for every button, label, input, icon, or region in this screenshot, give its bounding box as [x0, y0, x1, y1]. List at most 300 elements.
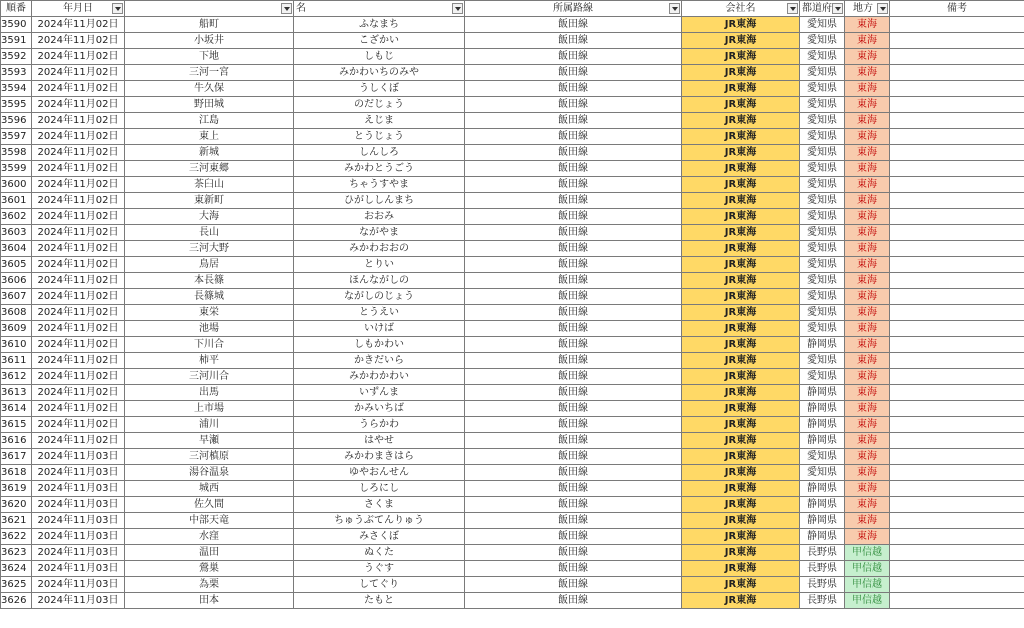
company-cell[interactable]: JR東海	[682, 97, 800, 113]
station-kana-cell[interactable]: えじま	[294, 113, 465, 129]
line-cell[interactable]: 飯田線	[465, 145, 682, 161]
row-number-cell[interactable]: 3596	[1, 113, 32, 129]
prefecture-cell[interactable]: 愛知県	[800, 161, 845, 177]
company-cell[interactable]: JR東海	[682, 145, 800, 161]
filter-dropdown-icon[interactable]	[877, 3, 888, 14]
station-name-cell[interactable]: 小坂井	[125, 33, 294, 49]
station-name-cell[interactable]: 佐久間	[125, 497, 294, 513]
date-cell[interactable]: 2024年11月03日	[32, 593, 125, 609]
company-cell[interactable]: JR東海	[682, 257, 800, 273]
station-name-cell[interactable]: 船町	[125, 17, 294, 33]
note-cell[interactable]	[890, 241, 1024, 257]
station-kana-cell[interactable]: かきだいら	[294, 353, 465, 369]
station-kana-cell[interactable]: みかわまきはら	[294, 449, 465, 465]
company-cell[interactable]: JR東海	[682, 305, 800, 321]
line-cell[interactable]: 飯田線	[465, 81, 682, 97]
station-kana-cell[interactable]: たもと	[294, 593, 465, 609]
station-kana-cell[interactable]: ながやま	[294, 225, 465, 241]
note-cell[interactable]	[890, 161, 1024, 177]
company-cell[interactable]: JR東海	[682, 513, 800, 529]
header-note[interactable]	[890, 1, 1024, 17]
region-cell[interactable]: 甲信越	[845, 593, 890, 609]
station-name-cell[interactable]: 水窪	[125, 529, 294, 545]
prefecture-cell[interactable]: 静岡県	[800, 481, 845, 497]
prefecture-cell[interactable]: 静岡県	[800, 529, 845, 545]
date-cell[interactable]: 2024年11月02日	[32, 225, 125, 241]
company-cell[interactable]: JR東海	[682, 369, 800, 385]
station-kana-cell[interactable]: みかわおおの	[294, 241, 465, 257]
row-number-cell[interactable]: 3600	[1, 177, 32, 193]
station-name-cell[interactable]: 田本	[125, 593, 294, 609]
prefecture-cell[interactable]: 愛知県	[800, 145, 845, 161]
station-kana-cell[interactable]: してぐり	[294, 577, 465, 593]
date-cell[interactable]: 2024年11月02日	[32, 241, 125, 257]
note-cell[interactable]	[890, 561, 1024, 577]
prefecture-cell[interactable]: 愛知県	[800, 353, 845, 369]
region-cell[interactable]: 甲信越	[845, 577, 890, 593]
region-cell[interactable]: 東海	[845, 33, 890, 49]
date-cell[interactable]: 2024年11月02日	[32, 193, 125, 209]
row-number-cell[interactable]: 3598	[1, 145, 32, 161]
line-cell[interactable]: 飯田線	[465, 561, 682, 577]
line-cell[interactable]: 飯田線	[465, 385, 682, 401]
region-cell[interactable]: 東海	[845, 225, 890, 241]
region-cell[interactable]: 甲信越	[845, 545, 890, 561]
company-cell[interactable]: JR東海	[682, 593, 800, 609]
date-cell[interactable]: 2024年11月03日	[32, 577, 125, 593]
station-name-cell[interactable]: 鳥居	[125, 257, 294, 273]
header-name-left[interactable]	[125, 1, 294, 17]
company-cell[interactable]: JR東海	[682, 353, 800, 369]
station-kana-cell[interactable]: ゆやおんせん	[294, 465, 465, 481]
line-cell[interactable]: 飯田線	[465, 273, 682, 289]
station-name-cell[interactable]: 出馬	[125, 385, 294, 401]
station-name-cell[interactable]: 江島	[125, 113, 294, 129]
line-cell[interactable]: 飯田線	[465, 321, 682, 337]
filter-dropdown-icon[interactable]	[669, 3, 680, 14]
station-name-cell[interactable]: 下川合	[125, 337, 294, 353]
line-cell[interactable]: 飯田線	[465, 193, 682, 209]
company-cell[interactable]: JR東海	[682, 289, 800, 305]
row-number-cell[interactable]: 3607	[1, 289, 32, 305]
station-name-cell[interactable]: 早瀬	[125, 433, 294, 449]
note-cell[interactable]	[890, 401, 1024, 417]
station-name-cell[interactable]: 長篠城	[125, 289, 294, 305]
filter-dropdown-icon[interactable]	[112, 3, 123, 14]
line-cell[interactable]: 飯田線	[465, 209, 682, 225]
station-kana-cell[interactable]: しもかわい	[294, 337, 465, 353]
company-cell[interactable]: JR東海	[682, 177, 800, 193]
region-cell[interactable]: 東海	[845, 497, 890, 513]
station-name-cell[interactable]: 池場	[125, 321, 294, 337]
company-cell[interactable]: JR東海	[682, 209, 800, 225]
prefecture-cell[interactable]: 愛知県	[800, 65, 845, 81]
company-cell[interactable]: JR東海	[682, 465, 800, 481]
prefecture-cell[interactable]: 長野県	[800, 577, 845, 593]
note-cell[interactable]	[890, 529, 1024, 545]
station-name-cell[interactable]: 柿平	[125, 353, 294, 369]
header-date[interactable]	[32, 1, 125, 17]
date-cell[interactable]: 2024年11月02日	[32, 353, 125, 369]
region-cell[interactable]: 甲信越	[845, 561, 890, 577]
date-cell[interactable]: 2024年11月02日	[32, 257, 125, 273]
row-number-cell[interactable]: 3614	[1, 401, 32, 417]
date-cell[interactable]: 2024年11月03日	[32, 561, 125, 577]
header-pref[interactable]	[800, 1, 845, 17]
line-cell[interactable]: 飯田線	[465, 401, 682, 417]
date-cell[interactable]: 2024年11月03日	[32, 465, 125, 481]
company-cell[interactable]: JR東海	[682, 433, 800, 449]
region-cell[interactable]: 東海	[845, 433, 890, 449]
line-cell[interactable]: 飯田線	[465, 593, 682, 609]
line-cell[interactable]: 飯田線	[465, 289, 682, 305]
line-cell[interactable]: 飯田線	[465, 257, 682, 273]
region-cell[interactable]: 東海	[845, 369, 890, 385]
row-number-cell[interactable]: 3592	[1, 49, 32, 65]
region-cell[interactable]: 東海	[845, 513, 890, 529]
company-cell[interactable]: JR東海	[682, 161, 800, 177]
company-cell[interactable]: JR東海	[682, 449, 800, 465]
note-cell[interactable]	[890, 545, 1024, 561]
date-cell[interactable]: 2024年11月02日	[32, 369, 125, 385]
row-number-cell[interactable]: 3621	[1, 513, 32, 529]
row-number-cell[interactable]: 3613	[1, 385, 32, 401]
date-cell[interactable]: 2024年11月03日	[32, 497, 125, 513]
region-cell[interactable]: 東海	[845, 145, 890, 161]
station-name-cell[interactable]: 浦川	[125, 417, 294, 433]
prefecture-cell[interactable]: 愛知県	[800, 225, 845, 241]
line-cell[interactable]: 飯田線	[465, 177, 682, 193]
row-number-cell[interactable]: 3601	[1, 193, 32, 209]
station-name-cell[interactable]: 温田	[125, 545, 294, 561]
station-kana-cell[interactable]: ぬくた	[294, 545, 465, 561]
date-cell[interactable]: 2024年11月02日	[32, 49, 125, 65]
line-cell[interactable]: 飯田線	[465, 65, 682, 81]
note-cell[interactable]	[890, 289, 1024, 305]
company-cell[interactable]: JR東海	[682, 321, 800, 337]
line-cell[interactable]: 飯田線	[465, 545, 682, 561]
prefecture-cell[interactable]: 愛知県	[800, 177, 845, 193]
date-cell[interactable]: 2024年11月02日	[32, 305, 125, 321]
station-kana-cell[interactable]: みかわいちのみや	[294, 65, 465, 81]
line-cell[interactable]: 飯田線	[465, 161, 682, 177]
station-kana-cell[interactable]: ほんながしの	[294, 273, 465, 289]
prefecture-cell[interactable]: 愛知県	[800, 257, 845, 273]
note-cell[interactable]	[890, 593, 1024, 609]
date-cell[interactable]: 2024年11月02日	[32, 17, 125, 33]
row-number-cell[interactable]: 3623	[1, 545, 32, 561]
company-cell[interactable]: JR東海	[682, 65, 800, 81]
note-cell[interactable]	[890, 577, 1024, 593]
company-cell[interactable]: JR東海	[682, 577, 800, 593]
row-number-cell[interactable]: 3595	[1, 97, 32, 113]
station-kana-cell[interactable]: ふなまち	[294, 17, 465, 33]
station-name-cell[interactable]: 東栄	[125, 305, 294, 321]
filter-dropdown-icon[interactable]	[452, 3, 463, 14]
station-name-cell[interactable]: 城西	[125, 481, 294, 497]
region-cell[interactable]: 東海	[845, 209, 890, 225]
date-cell[interactable]: 2024年11月02日	[32, 177, 125, 193]
station-name-cell[interactable]: 中部天竜	[125, 513, 294, 529]
date-cell[interactable]: 2024年11月02日	[32, 209, 125, 225]
line-cell[interactable]: 飯田線	[465, 113, 682, 129]
prefecture-cell[interactable]: 愛知県	[800, 305, 845, 321]
date-cell[interactable]: 2024年11月02日	[32, 161, 125, 177]
note-cell[interactable]	[890, 513, 1024, 529]
row-number-cell[interactable]: 3591	[1, 33, 32, 49]
company-cell[interactable]: JR東海	[682, 497, 800, 513]
date-cell[interactable]: 2024年11月03日	[32, 449, 125, 465]
station-name-cell[interactable]: 上市場	[125, 401, 294, 417]
station-name-cell[interactable]: 三河大野	[125, 241, 294, 257]
station-name-cell[interactable]: 為栗	[125, 577, 294, 593]
prefecture-cell[interactable]: 長野県	[800, 545, 845, 561]
region-cell[interactable]: 東海	[845, 481, 890, 497]
date-cell[interactable]: 2024年11月02日	[32, 113, 125, 129]
region-cell[interactable]: 東海	[845, 65, 890, 81]
line-cell[interactable]: 飯田線	[465, 337, 682, 353]
station-kana-cell[interactable]: いけば	[294, 321, 465, 337]
station-kana-cell[interactable]: しんしろ	[294, 145, 465, 161]
station-name-cell[interactable]: 新城	[125, 145, 294, 161]
date-cell[interactable]: 2024年11月03日	[32, 529, 125, 545]
station-kana-cell[interactable]: おおみ	[294, 209, 465, 225]
row-number-cell[interactable]: 3622	[1, 529, 32, 545]
date-cell[interactable]: 2024年11月02日	[32, 337, 125, 353]
prefecture-cell[interactable]: 長野県	[800, 561, 845, 577]
row-number-cell[interactable]: 3608	[1, 305, 32, 321]
row-number-cell[interactable]: 3590	[1, 17, 32, 33]
note-cell[interactable]	[890, 209, 1024, 225]
company-cell[interactable]: JR東海	[682, 81, 800, 97]
station-name-cell[interactable]: 三河川合	[125, 369, 294, 385]
prefecture-cell[interactable]: 愛知県	[800, 449, 845, 465]
region-cell[interactable]: 東海	[845, 257, 890, 273]
station-name-cell[interactable]: 茶臼山	[125, 177, 294, 193]
company-cell[interactable]: JR東海	[682, 417, 800, 433]
row-number-cell[interactable]: 3615	[1, 417, 32, 433]
region-cell[interactable]: 東海	[845, 241, 890, 257]
region-cell[interactable]: 東海	[845, 129, 890, 145]
station-kana-cell[interactable]: いずんま	[294, 385, 465, 401]
header-company[interactable]	[682, 1, 800, 17]
row-number-cell[interactable]: 3597	[1, 129, 32, 145]
line-cell[interactable]: 飯田線	[465, 129, 682, 145]
company-cell[interactable]: JR東海	[682, 33, 800, 49]
region-cell[interactable]: 東海	[845, 49, 890, 65]
row-number-cell[interactable]: 3617	[1, 449, 32, 465]
station-kana-cell[interactable]: ながしのじょう	[294, 289, 465, 305]
region-cell[interactable]: 東海	[845, 321, 890, 337]
date-cell[interactable]: 2024年11月02日	[32, 401, 125, 417]
note-cell[interactable]	[890, 193, 1024, 209]
company-cell[interactable]: JR東海	[682, 49, 800, 65]
station-kana-cell[interactable]: みさくぼ	[294, 529, 465, 545]
station-name-cell[interactable]: 三河一宮	[125, 65, 294, 81]
line-cell[interactable]: 飯田線	[465, 305, 682, 321]
note-cell[interactable]	[890, 449, 1024, 465]
row-number-cell[interactable]: 3606	[1, 273, 32, 289]
line-cell[interactable]: 飯田線	[465, 417, 682, 433]
line-cell[interactable]: 飯田線	[465, 481, 682, 497]
note-cell[interactable]	[890, 81, 1024, 97]
row-number-cell[interactable]: 3611	[1, 353, 32, 369]
station-kana-cell[interactable]: かみいちば	[294, 401, 465, 417]
station-kana-cell[interactable]: みかわかわい	[294, 369, 465, 385]
row-number-cell[interactable]: 3616	[1, 433, 32, 449]
row-number-cell[interactable]: 3609	[1, 321, 32, 337]
row-number-cell[interactable]: 3625	[1, 577, 32, 593]
region-cell[interactable]: 東海	[845, 305, 890, 321]
prefecture-cell[interactable]: 愛知県	[800, 113, 845, 129]
note-cell[interactable]	[890, 433, 1024, 449]
station-kana-cell[interactable]: とりい	[294, 257, 465, 273]
station-name-cell[interactable]: 大海	[125, 209, 294, 225]
date-cell[interactable]: 2024年11月03日	[32, 513, 125, 529]
row-number-cell[interactable]: 3594	[1, 81, 32, 97]
region-cell[interactable]: 東海	[845, 113, 890, 129]
company-cell[interactable]: JR東海	[682, 225, 800, 241]
region-cell[interactable]: 東海	[845, 177, 890, 193]
line-cell[interactable]: 飯田線	[465, 33, 682, 49]
date-cell[interactable]: 2024年11月02日	[32, 145, 125, 161]
company-cell[interactable]: JR東海	[682, 129, 800, 145]
row-number-cell[interactable]: 3624	[1, 561, 32, 577]
company-cell[interactable]: JR東海	[682, 337, 800, 353]
line-cell[interactable]: 飯田線	[465, 449, 682, 465]
prefecture-cell[interactable]: 愛知県	[800, 465, 845, 481]
date-cell[interactable]: 2024年11月02日	[32, 97, 125, 113]
line-cell[interactable]: 飯田線	[465, 513, 682, 529]
prefecture-cell[interactable]: 静岡県	[800, 433, 845, 449]
note-cell[interactable]	[890, 177, 1024, 193]
station-kana-cell[interactable]: とうえい	[294, 305, 465, 321]
note-cell[interactable]	[890, 273, 1024, 289]
prefecture-cell[interactable]: 愛知県	[800, 209, 845, 225]
note-cell[interactable]	[890, 497, 1024, 513]
region-cell[interactable]: 東海	[845, 193, 890, 209]
station-kana-cell[interactable]: うらかわ	[294, 417, 465, 433]
region-cell[interactable]: 東海	[845, 289, 890, 305]
row-number-cell[interactable]: 3605	[1, 257, 32, 273]
station-kana-cell[interactable]: みかわとうごう	[294, 161, 465, 177]
station-name-cell[interactable]: 三河槙原	[125, 449, 294, 465]
filter-dropdown-icon[interactable]	[281, 3, 292, 14]
date-cell[interactable]: 2024年11月02日	[32, 433, 125, 449]
date-cell[interactable]: 2024年11月02日	[32, 129, 125, 145]
prefecture-cell[interactable]: 静岡県	[800, 513, 845, 529]
station-kana-cell[interactable]: しもじ	[294, 49, 465, 65]
prefecture-cell[interactable]: 愛知県	[800, 49, 845, 65]
region-cell[interactable]: 東海	[845, 337, 890, 353]
station-name-cell[interactable]: 湯谷温泉	[125, 465, 294, 481]
line-cell[interactable]: 飯田線	[465, 465, 682, 481]
station-kana-cell[interactable]: はやせ	[294, 433, 465, 449]
station-kana-cell[interactable]: うぐす	[294, 561, 465, 577]
prefecture-cell[interactable]: 愛知県	[800, 289, 845, 305]
company-cell[interactable]: JR東海	[682, 113, 800, 129]
note-cell[interactable]	[890, 321, 1024, 337]
region-cell[interactable]: 東海	[845, 81, 890, 97]
prefecture-cell[interactable]: 愛知県	[800, 17, 845, 33]
company-cell[interactable]: JR東海	[682, 561, 800, 577]
note-cell[interactable]	[890, 305, 1024, 321]
row-number-cell[interactable]: 3599	[1, 161, 32, 177]
prefecture-cell[interactable]: 静岡県	[800, 337, 845, 353]
row-number-cell[interactable]: 3593	[1, 65, 32, 81]
station-name-cell[interactable]: 東新町	[125, 193, 294, 209]
note-cell[interactable]	[890, 129, 1024, 145]
filter-dropdown-icon[interactable]	[787, 3, 798, 14]
note-cell[interactable]	[890, 49, 1024, 65]
date-cell[interactable]: 2024年11月02日	[32, 33, 125, 49]
prefecture-cell[interactable]: 愛知県	[800, 241, 845, 257]
note-cell[interactable]	[890, 17, 1024, 33]
line-cell[interactable]: 飯田線	[465, 225, 682, 241]
company-cell[interactable]: JR東海	[682, 545, 800, 561]
row-number-cell[interactable]: 3619	[1, 481, 32, 497]
region-cell[interactable]: 東海	[845, 401, 890, 417]
station-kana-cell[interactable]: ひがししんまち	[294, 193, 465, 209]
station-name-cell[interactable]: 牛久保	[125, 81, 294, 97]
region-cell[interactable]: 東海	[845, 385, 890, 401]
station-name-cell[interactable]: 三河東郷	[125, 161, 294, 177]
line-cell[interactable]: 飯田線	[465, 353, 682, 369]
note-cell[interactable]	[890, 385, 1024, 401]
date-cell[interactable]: 2024年11月03日	[32, 481, 125, 497]
prefecture-cell[interactable]: 愛知県	[800, 369, 845, 385]
row-number-cell[interactable]: 3618	[1, 465, 32, 481]
note-cell[interactable]	[890, 225, 1024, 241]
line-cell[interactable]: 飯田線	[465, 433, 682, 449]
prefecture-cell[interactable]: 静岡県	[800, 385, 845, 401]
company-cell[interactable]: JR東海	[682, 17, 800, 33]
company-cell[interactable]: JR東海	[682, 401, 800, 417]
prefecture-cell[interactable]: 愛知県	[800, 97, 845, 113]
date-cell[interactable]: 2024年11月02日	[32, 321, 125, 337]
date-cell[interactable]: 2024年11月02日	[32, 81, 125, 97]
prefecture-cell[interactable]: 愛知県	[800, 321, 845, 337]
line-cell[interactable]: 飯田線	[465, 529, 682, 545]
line-cell[interactable]: 飯田線	[465, 577, 682, 593]
station-kana-cell[interactable]: しろにし	[294, 481, 465, 497]
station-name-cell[interactable]: 野田城	[125, 97, 294, 113]
company-cell[interactable]: JR東海	[682, 481, 800, 497]
prefecture-cell[interactable]: 長野県	[800, 593, 845, 609]
station-kana-cell[interactable]: とうじょう	[294, 129, 465, 145]
region-cell[interactable]: 東海	[845, 529, 890, 545]
region-cell[interactable]: 東海	[845, 97, 890, 113]
station-name-cell[interactable]: 東上	[125, 129, 294, 145]
date-cell[interactable]: 2024年11月02日	[32, 417, 125, 433]
header-no[interactable]	[1, 1, 32, 17]
company-cell[interactable]: JR東海	[682, 529, 800, 545]
date-cell[interactable]: 2024年11月02日	[32, 273, 125, 289]
note-cell[interactable]	[890, 369, 1024, 385]
company-cell[interactable]: JR東海	[682, 241, 800, 257]
header-name[interactable]	[294, 1, 465, 17]
row-number-cell[interactable]: 3604	[1, 241, 32, 257]
station-kana-cell[interactable]: さくま	[294, 497, 465, 513]
note-cell[interactable]	[890, 113, 1024, 129]
region-cell[interactable]: 東海	[845, 17, 890, 33]
station-kana-cell[interactable]: うしくぼ	[294, 81, 465, 97]
note-cell[interactable]	[890, 145, 1024, 161]
prefecture-cell[interactable]: 愛知県	[800, 273, 845, 289]
prefecture-cell[interactable]: 愛知県	[800, 33, 845, 49]
line-cell[interactable]: 飯田線	[465, 497, 682, 513]
prefecture-cell[interactable]: 愛知県	[800, 193, 845, 209]
